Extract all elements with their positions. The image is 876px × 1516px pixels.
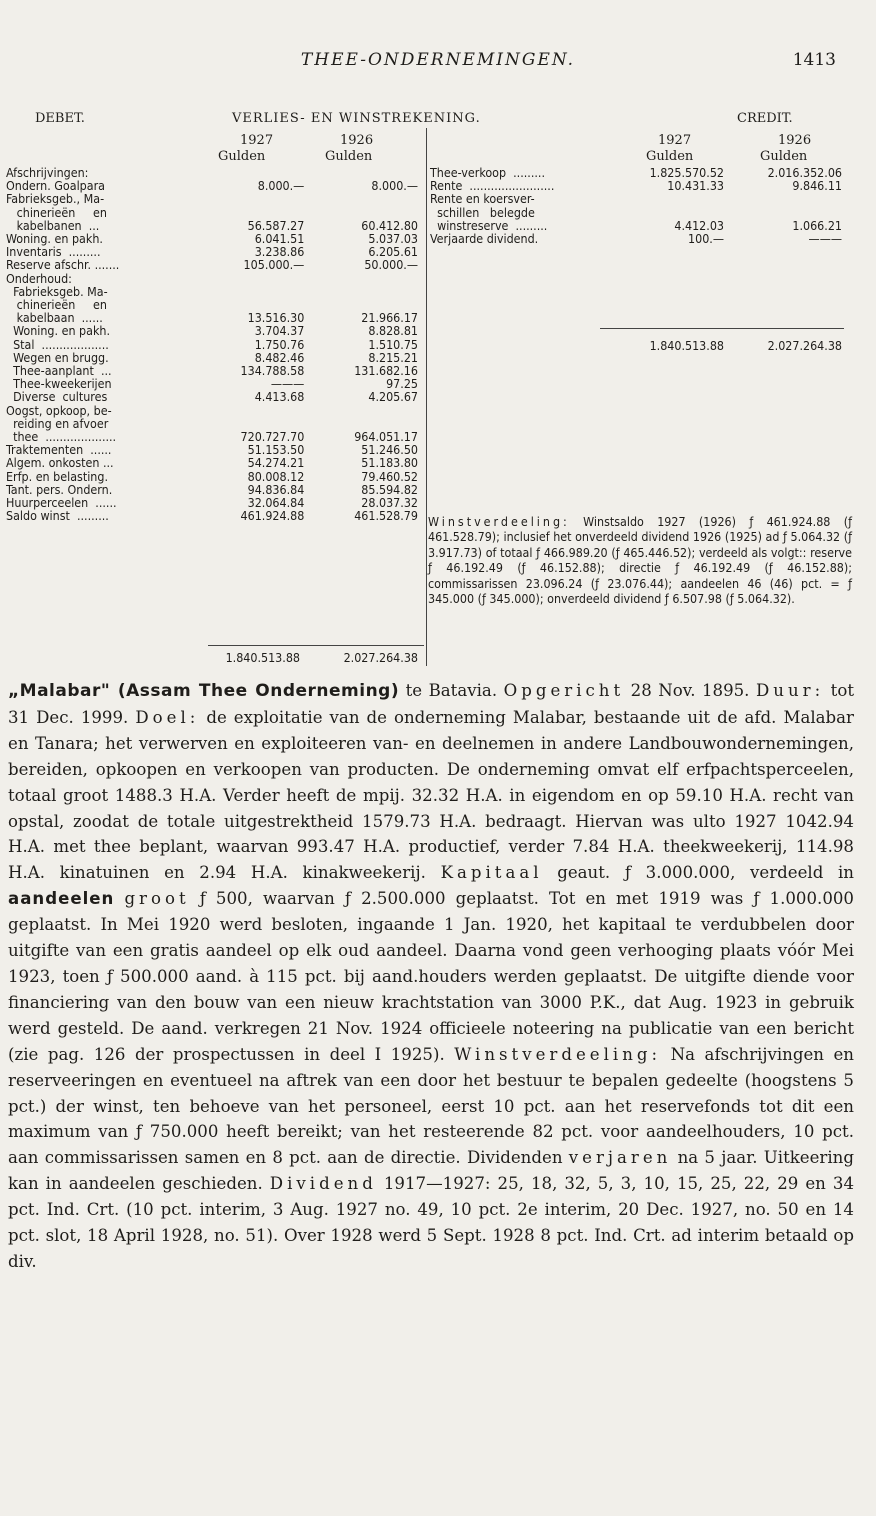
debit-value-1926: 97.25 (386, 376, 418, 392)
profit-rule-label: Winstverdeeling: (454, 1044, 662, 1064)
debit-value-1927: 461.924.88 (240, 508, 305, 524)
debit-total-1926: 2.027.264.38 (343, 650, 418, 665)
debit-value-1926: 51.183.80 (361, 455, 418, 471)
debit-value-1927: 6.041.51 (254, 231, 305, 247)
debit-value-1927: 8.482.46 (254, 349, 305, 365)
dividend-label: Dividend (269, 1174, 377, 1194)
statement-profit-distribution (428, 514, 852, 606)
debit-value-1926: 5.037.03 (368, 231, 418, 247)
credit-table (430, 166, 842, 245)
debit-row (6, 324, 418, 337)
debit-label: kabelbanen ... (6, 217, 100, 233)
column-divider (426, 128, 427, 666)
credit-row (430, 206, 842, 219)
credit-value-1926: 9.846.11 (792, 178, 842, 194)
par-value-label: groot (124, 889, 190, 909)
credit-value-1926 (724, 192, 842, 205)
capital-text: geaut. ƒ 3.000.000, verdeeld in (542, 863, 854, 883)
debit-row (6, 192, 418, 205)
debit-label: Woning. en pakh. (6, 323, 111, 339)
running-title: THEE-ONDERNEMINGEN. (300, 50, 576, 70)
company-name: „Malabar" (Assam Thee Onderneming) (8, 681, 400, 701)
purpose-text: de exploitatie van de onderneming Malabar, bestaande uit de afd. Malabar en Tanara; het verwerven en exploiteeren van- en deelnemen in andere Landbouwondernemingen, bereiden, opkoopen en verkoopen van producten. De onderneming omvat elf erfpachtsperceelen, totaal groot 1488.3 H.A. Verder heeft de mpij. 32.32 H.A. in eigendom en op 59.10 H.A. recht van opstal, zoodat de totale uitgestrektheid 1579.73 H.A. bedraagt. Hiervan was ulto 1927 1042.94 H.A. met thee beplant, waarvan 993.47 H.A. productief, verder 7.84 H.A. theekweekerij, 114.98 H.A. kinatuinen en 2.94 H.A. kinakweekerij. (8, 707, 854, 883)
debit-value-1926 (304, 404, 418, 417)
credit-label: winstreserve ......... (430, 217, 548, 233)
statement-title: VERLIES- EN WINSTREKENING. (232, 111, 481, 126)
debit-unit-1927: Gulden (218, 149, 266, 164)
credit-value-1926 (724, 206, 842, 219)
debit-label: Traktementen ...... (6, 442, 112, 458)
credit-label: Thee-verkoop ......... (430, 165, 545, 180)
debit-label: Diverse cultures (6, 389, 108, 405)
debit-label: Ondern. Goalpara (6, 178, 105, 194)
debit-row (6, 470, 418, 483)
debit-table (6, 166, 418, 522)
credit-value-1926: ——— (808, 231, 842, 247)
debit-label: Oogst, opkoop, be- (6, 402, 112, 418)
duration-text: tot 31 Dec. 1999. (8, 681, 854, 727)
credit-value-1927 (610, 192, 724, 205)
credit-heading: CREDIT. (737, 111, 793, 126)
credit-value-1927: 10.431.33 (667, 178, 724, 194)
debit-value-1926: 1.510.75 (368, 336, 418, 352)
debit-label: Reserve afschr. ....... (6, 257, 120, 273)
debit-row (6, 390, 418, 403)
debit-value-1927 (209, 192, 304, 205)
debit-total-1927: 1.840.513.88 (225, 650, 300, 665)
credit-value-1926: 2.016.352.06 (767, 165, 842, 180)
debit-value-1927: 720.727.70 (240, 429, 305, 445)
debit-value-1926: 79.460.52 (361, 468, 418, 484)
debit-value-1927: 80.008.12 (247, 468, 305, 484)
debit-label: chinerieën en (6, 297, 107, 313)
credit-year-1926: 1926 (778, 133, 812, 148)
debit-value-1927: 105.000.— (243, 257, 305, 273)
debit-year-1927: 1927 (240, 133, 274, 148)
debit-label: kabelbaan ...... (6, 310, 103, 326)
page-header (0, 50, 876, 76)
debit-value-1926: 21.966.17 (361, 310, 418, 326)
debit-label: Thee-aanplant ... (6, 363, 112, 379)
debit-label: Stal ................... (6, 336, 109, 352)
debit-value-1926: 6.205.61 (368, 244, 418, 260)
debit-value-1927: 4.413.68 (254, 389, 305, 405)
credit-year-1927: 1927 (658, 133, 692, 148)
purpose-label: Doel: (135, 707, 200, 727)
credit-unit-1926: Gulden (760, 149, 808, 164)
debit-value-1926 (304, 206, 418, 219)
debit-value-1926: 8.215.21 (368, 349, 418, 365)
debit-value-1926 (304, 192, 418, 205)
credit-total-1926: 2.027.264.38 (767, 338, 842, 353)
shares-label: aandeelen (8, 889, 115, 909)
capital-label: Kapitaal (440, 863, 543, 883)
debit-value-1926: 964.051.17 (354, 429, 418, 445)
debit-label: Fabrieksgeb., Ma- (6, 191, 105, 207)
debit-row (6, 258, 418, 271)
debit-total-rule (208, 645, 424, 646)
credit-label: Verjaarde dividend. (430, 231, 539, 247)
debit-value-1927: 3.238.86 (254, 244, 305, 260)
debit-value-1926: 28.037.32 (361, 495, 418, 511)
debit-label: Wegen en brugg. (6, 349, 109, 365)
debit-value-1927: 13.516.30 (247, 310, 305, 326)
debit-label: Algem. onkosten ... (6, 455, 114, 471)
debit-value-1927: 134.788.58 (240, 363, 305, 379)
debit-value-1926: 60.412.80 (361, 217, 418, 233)
debit-row (6, 206, 418, 219)
debit-value-1926: 8.000.— (371, 178, 418, 194)
debit-value-1927: ——— (270, 376, 305, 392)
credit-value-1927: 4.412.03 (674, 217, 724, 233)
expire-label: verjaren (568, 1148, 672, 1168)
capital-text-2: ƒ 500, waarvan ƒ 2.500.000 geplaatst. Tot en met 1919 was ƒ 1.000.000 geplaatst. In Mei 1920 werd besloten, ingaande 1 Jan. 1920, het kapitaal te verdubbelen door uitgifte van een gratis aandeel op elk oud aandeel. Daarna vond geen verhooging plaats vóór Mei 1923, toen ƒ 500.000 aand. à 115 pct. bij aand.houders werden geplaatst. De uitgifte diende voor financiering van den bouw van een nieuw krachtstation van 3000 P.K., dat Aug. 1923 in gebruik werd gesteld. De aand. verkregen 21 Nov. 1924 officieele noteering na publicatie van een bericht (zie pag. 126 der prospectussen in deel I 1925). (8, 889, 854, 1064)
debit-label: Thee-kweekerijen (6, 376, 112, 392)
debit-value-1926: 461.528.79 (354, 508, 418, 524)
debit-value-1927 (209, 285, 304, 298)
debit-row (6, 456, 418, 469)
page-number: 1413 (792, 50, 836, 70)
credit-value-1927 (610, 206, 724, 219)
debit-value-1926 (304, 285, 418, 298)
debit-value-1926: 85.594.82 (361, 481, 418, 497)
debit-value-1927: 1.750.76 (254, 336, 305, 352)
credit-total-rule (600, 328, 844, 329)
debit-value-1927 (209, 404, 304, 417)
credit-value-1927: 1.825.570.52 (649, 165, 724, 180)
debit-value-1926: 50.000.— (364, 257, 418, 273)
debit-label: Onderhoud: (6, 270, 72, 286)
founded-text: 28 Nov. 1895. (624, 681, 756, 700)
debit-row (6, 509, 418, 522)
credit-value-1926: 1.066.21 (792, 217, 842, 233)
credit-row (430, 192, 842, 205)
dividend-text: 1917—1927: 25, 18, 32, 5, 3, 10, 15, 25, 22, 29 en 34 pct. Ind. Crt. (10 pct. interim, 3 Aug. 1927 no. 49, 10 pct. 2e interim, 20 Dec. 1927, no. 50 en 14 pct. slot, 18 April 1928, no. 51). Over 1928 werd 5 Sept. 1928 8 pct. Ind. Crt. ad interim betaald op div. (8, 1174, 855, 1271)
debit-value-1926: 8.828.81 (368, 323, 418, 339)
debit-value-1927: 56.587.27 (247, 217, 305, 233)
credit-label: Rente en koersver- (430, 191, 535, 207)
debit-label: Afschrijvingen: (6, 165, 89, 180)
debit-value-1926: 131.682.16 (354, 363, 418, 379)
duration-label: Duur: (755, 681, 825, 700)
debit-value-1927: 94.836.84 (247, 481, 305, 497)
debit-value-1927 (209, 272, 304, 285)
debit-label: thee .................... (6, 429, 117, 445)
debit-label: chinerieën en (6, 204, 107, 220)
profit-rule-text: Na afschrijvingen en reserveeringen en eventueel na aftrek van een door het bestuur te bepalen gedeelte (hoogstens 5 pct.) der winst, ten behoeve van het personeel, eerst 10 pct. aan het reservefonds tot dit een maximum van ƒ 750.000 heeft bereikt; van het resteerende 82 pct. voor aandeelhouders, 10 pct. aan commissarissen samen en 8 pct. aan de directie. Dividenden (8, 1044, 854, 1168)
credit-total-1927: 1.840.513.88 (649, 338, 724, 353)
profit-distribution-text: Winstsaldo 1927 (1926) ƒ 461.924.88 (ƒ 461.528.79); inclusief het onverdeeld dividend 1926 (1925) ad ƒ 5.064.32 (ƒ 3.917.73) of totaal ƒ 466.989.20 (ƒ 465.446.52); verdeeld als volgt:: reserve ƒ 46.192.49 (ƒ 46.152.88); directie ƒ 46.192.49 (ƒ 46.152.88); commissarissen 23.096.24 (ƒ 23.076.44); aandeelen 46 (46) pct. = ƒ 345.000 (ƒ 345.000); onverdeeld dividend ƒ 6.507.98 (ƒ 5.064.32). (428, 514, 852, 607)
company-entry (8, 678, 854, 1275)
debit-value-1927: 54.274.21 (247, 455, 305, 471)
debit-label: Saldo winst ......... (6, 508, 109, 524)
debit-value-1927: 51.153.50 (247, 442, 305, 458)
debit-row (6, 338, 418, 351)
debit-value-1927 (209, 206, 304, 219)
credit-unit-1927: Gulden (646, 149, 694, 164)
credit-label: Rente ........................ (430, 178, 555, 194)
debit-label: Inventaris ......... (6, 244, 101, 260)
founded-label: Opgericht (503, 681, 625, 700)
debit-value-1927: 32.064.84 (247, 495, 305, 511)
debit-row (6, 272, 418, 285)
debit-label: Huurperceelen ...... (6, 495, 117, 511)
debit-label: Erfp. en belasting. (6, 468, 108, 484)
debit-label: Woning. en pakh. (6, 231, 103, 247)
expire-text: na 5 jaar. Uitkeering kan in aandeelen geschieden. (8, 1148, 854, 1194)
credit-label: schillen belegde (430, 204, 535, 220)
profit-distribution-label: Winstverdeeling: (428, 514, 570, 529)
debit-label: reiding en afvoer (6, 415, 109, 431)
debit-value-1926: 51.246.50 (361, 442, 418, 458)
debit-label: Fabrieksgeb. Ma- (6, 283, 108, 299)
debit-value-1926: 4.205.67 (368, 389, 418, 405)
debit-unit-1926: Gulden (325, 149, 373, 164)
debit-value-1927: 8.000.— (257, 178, 305, 194)
debit-row (6, 404, 418, 417)
debet-heading: DEBET. (35, 111, 85, 126)
company-place: te Batavia. (399, 681, 498, 700)
credit-value-1927: 100.— (688, 231, 724, 247)
credit-row (430, 232, 842, 245)
debit-value-1927: 3.704.37 (254, 323, 305, 339)
debit-value-1926 (304, 272, 418, 285)
debit-year-1926: 1926 (340, 133, 374, 148)
debit-label: Tant. pers. Ondern. (6, 481, 113, 497)
